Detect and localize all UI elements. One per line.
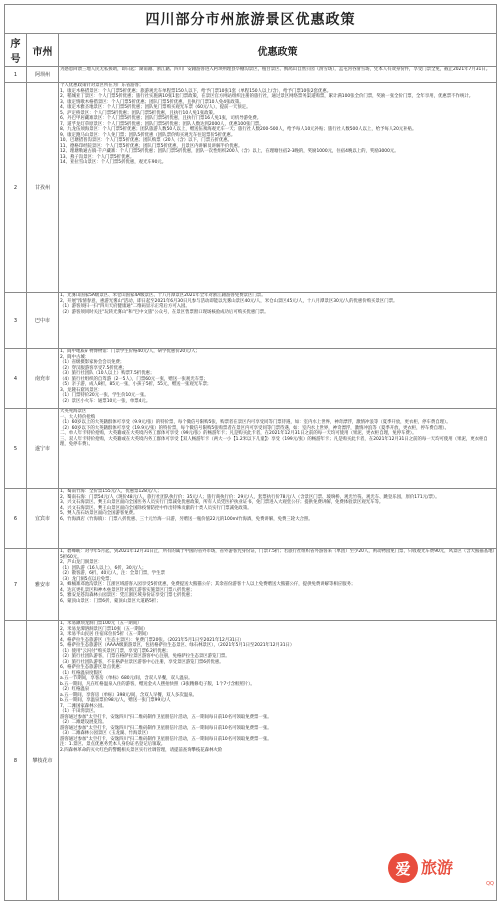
policy-line: 6、竹海酒店（竹海镇）：门票八折优惠、三十元竹海一日游，另赠送一瓶价值22元的100ml竹海酒，免费讲解，免费三轮大合照。 <box>60 516 313 522</box>
policy-line: （2）二滩建设展览馆。 <box>60 720 107 725</box>
policy-line: （1）使用"云闪付"购买景区门票，享受门票6.2折优惠； <box>60 648 171 654</box>
policy-line: b.五一期间，享温泉票价98元/人，赠送一张门票99元/人 <box>60 698 171 703</box>
policy-line: （1）60岁以上的大英籍群体可享受（9.9元/张）的特价票，每个微信号限购5张，购票者在景区内可享受同等门票待遇，如：室内水上世界，神奇漂浮，激情冲浪等（夏季开放，更衣柜，停车费自理）。 <box>60 420 451 425</box>
policy-line: 4、格萨拉生态旅游区（生态主景区）：免费门票20张。（2021年5月1日至2021年12月31日） <box>60 637 244 643</box>
policy-line: 5、雅安龙苍沟森林公园景区：凭江浙区域身份证享受门票七折优惠； <box>60 593 195 598</box>
policy-line: （5）亲子游，成人8折，85元一张，小孩子5折，55元，赠送一张观光车票； <box>60 382 212 387</box>
policy-line: 2、阆中古城： <box>60 354 90 360</box>
row-city: 巴中市 <box>27 293 59 349</box>
policy-line: 2、开展"浓情春意，惠游光雾山"活动，即日起至2021年6月30日凡参与活动即能以光雾山景区40元/人，米仓山景区45元/人，十八月潭景区30元/人的优惠价购买景区门票。 <box>60 298 398 304</box>
policy-line: （2）游客须同时关注"玩转光雾山"和"巴中文旅"公众号，在景区售票窗口现场核验成功后可购买优惠门票。 <box>60 309 269 315</box>
policy-line: （2）穿汉服游客享受7.5折优惠； <box>60 365 127 371</box>
row-number: 5 <box>5 409 27 489</box>
policy-line: 7、二滩国家森林公园。 <box>60 703 107 709</box>
policy-line: 6、丹巴甲居藏寨景区：个人门票5折优惠；团队门票5折优惠，且执行门票16人免1张，司机导游免费。 <box>60 116 262 121</box>
policy-line: 为感恩回馈三地人民无私援助，即日起：湖南籍、浙江籍、四川广安籍游客进入阿坝州理县毕棚沟景区，植甘景区、鹧鸪山自然公园（滑雪场），孟屯河谷滑雪场，凭本人有效身份件，享受门票全免，截止2021年7月31日。 <box>60 67 491 72</box>
policy-line: 4、康定木雅圣地景区：个人门票5折优惠；团队免门票购买观光车票（60元/人），提前一天预定。 <box>60 105 251 110</box>
row-city: 宜宾市 <box>27 489 59 549</box>
policy-line: 2、蜀南石海：门票54元/人（现价48元/人，旅行社团队执行价：35元/人；旅行商执行价：29元/人，套票执行价78元/人（含景区门票、玻璃桥、观光竹筏、观光车、跳登乐园，原价171元/票）。 <box>60 494 440 500</box>
table-header <box>5 34 497 67</box>
policy-line: 5、僰人苗石坊景区面向全国游客免费。 <box>60 511 138 516</box>
policy-line: 一、大人特价抢购 <box>60 414 96 420</box>
row-policy <box>59 549 497 621</box>
policy-line: 个人优惠政策针对景区所在为广东省游客； <box>60 83 144 88</box>
policy-line: 1、阆中地质矿物博物馆：门票学生价格40元/人，研学优惠价20元/人； <box>60 349 200 354</box>
policy-line: （2）旅行社团队游客，门票在格萨拉景区游客中心注册，免格萨拉生态景区游览门票。 <box>60 654 230 659</box>
policy-line: （1）省级摄影家协会会员免费； <box>60 360 125 365</box>
row-policy <box>59 83 497 293</box>
policy-line: 游客通过参加"太空打卡，安逸四川"扫二维码制作卫星朋信片活动，五一期间每日前10名可领取免费票一张。 <box>60 725 272 731</box>
policy-line: （4）旅行社组织的自驾游（2一5人），门票60元一张，赠送一张观光车票； <box>60 376 208 382</box>
header-city: 市州 <box>27 34 59 67</box>
policy-line: （3）二滩森林公园景区（玉龙湖、竹海景区） <box>60 731 151 736</box>
watermark-text: 旅游 <box>421 858 454 877</box>
policy-line: （1）游客须扫一扫"四川天府健康通"二维码显示正常后方可入园。 <box>60 304 190 309</box>
policy-line: 1、康定木格措景区：个人门票5折优惠；旅游观光车单程票150人以下，给予门票10张1套（单程150人以上/含），给予门票10张2套优惠。 <box>60 88 332 94</box>
policy-line: 3、兴文石海景区、僰王山景区面向全国医务人员实行门票减免优惠政策，所有人员凭医护执业证书，免门票进入大观堂公仔；提供免费讲解，免费体验景区观光车等。 <box>60 500 384 505</box>
policy-line: 1、光雾山国家5A级景区、米仓山国家4A级景区、十八月潭景区2021年全年对浙江籍游客免费景区门票。 <box>60 293 266 298</box>
policy-line: 大英死海景区 <box>60 409 87 414</box>
policy-line: （2）60岁以下的大英籍群体可享受（19.9元/张）的特价票，每个微信号限购5张购票者在景区内可享受同等门票待遇，如：室内水上世界，神奇漂浮，激情冲浪等（夏季开放，更衣柜，停车费自理）。 <box>60 425 450 431</box>
policy-line: 3、蜂桶寨邓池沟景区：江浙区域游客入园享受5折优惠，免费提送大熊猫公仔；其余省份游客十人以上免费赠送大熊猫公仔，提供免费讲解等相应服务； <box>60 582 356 587</box>
document-page <box>0 4 500 889</box>
policy-line: 7、道孚龙灯草原景区：个人门票5折优惠；团队门票5折优惠；团队人数达到2000人，优惠100张门票。 <box>60 121 264 127</box>
policy-line: 4、兴文石海景区、僰王山景区面向全国除疫情防控中作出特殊贡献的十类人员实行门票减免政策。 <box>60 505 252 511</box>
policy-line: （3）龙门洞5点以后免票； <box>60 576 114 582</box>
policy-line: 5、泸定桥景区：个人门票5折优惠；团队门票5折优惠，且执行10人免1张政策。 <box>60 110 218 116</box>
row-city: 南充市 <box>27 349 59 409</box>
policy-line: （1）门票特价20元一张，学生价10元一张。 <box>60 393 149 398</box>
policy-line: a.五一期间，享客房（单标）398元/间，含双人早餐，双人多次温泉。 <box>60 692 197 698</box>
policy-line: 2、稻城亚丁景区：个人门票5折优惠；旅行社实施满10张1套门票政策，在景区官方网站组织注册的旅行社，通过景区网络票务渠道购票，累计满100张全价门票，奖励一张全价门票，全年享用，优惠票不作统计。 <box>60 94 474 99</box>
policy-line: 10、巴塘措普沟景区：个人门票5折优惠；团队购票（20人（含）以下，门票五折优惠。 <box>60 138 233 143</box>
policy-line: 11、德格印经院景区：个人门票5折优惠；团队门票5折优惠，且景区内讲解员讲解半价优惠。 <box>60 143 243 149</box>
page-title: 四川部分市州旅游景区优惠政策 <box>5 5 497 34</box>
policy-table <box>4 4 497 901</box>
policy-line: （2）红格温泉 <box>60 687 90 692</box>
policy-line: 6、格萨拉生态旅游区景点优惠： <box>60 665 125 670</box>
policy-line: 6、蒙顶山景区：门票6折，蒙顶山景区大道路5折； <box>60 598 161 604</box>
policy-line: 2、芦山龙门洞景区： <box>60 560 103 565</box>
policy-line: （2）散客游，6折，40元/人，注：全景门票，学生票 <box>60 571 165 576</box>
policy-line: （3）旅行社团队（10人以上）购票7.5折优惠； <box>60 371 155 376</box>
row-number: 6 <box>5 489 27 549</box>
policy-line: 13、燕子沟景区：个人门票5折优惠。 <box>60 154 135 160</box>
table-row <box>5 409 497 489</box>
table-row <box>5 549 497 621</box>
policy-line: 三、双人年卡特价抢购，大英籍或在大英境内务工群体可享受【双人畅游年卡（两大一小【1.2米以下儿童】）享受（199元/张）的畅游年卡；凡是购买此卡者，在2021年12月31日之前的每一天均可使用（果泥，更衣柜自理，免停车费）。 <box>60 436 488 447</box>
policy-line: 5、格萨拉生态旅游区（AAAA级旅游景区，包括格萨拉生态景区、绿石林景区），（2021年5月1日至2021年12月31日） <box>60 643 295 648</box>
row-number: 3 <box>5 293 27 349</box>
row-city: 雅安市 <box>27 549 59 621</box>
policy-line: 3、龙隆石窟风景区： <box>60 387 103 393</box>
watermark-logo <box>388 851 496 885</box>
policy-line: 3、康定情歌木格措景区：个人门票5折优惠；团队门票5折优惠，且执行门票10人免4张政策。 <box>60 99 244 105</box>
policy-line: 2、米易龙潭溶洞景区门票10张（五一期间） <box>60 626 148 632</box>
row-city: 甘孜州 <box>27 83 59 293</box>
table-row <box>5 489 497 549</box>
policy-line: 注：1.景区、景点优惠务凭本人身份证名登记后领取。 <box>60 742 166 747</box>
row-policy <box>59 293 497 349</box>
header-no: 序号 <box>5 34 27 67</box>
row-city: 阿坝州 <box>27 67 59 83</box>
row-number: 1 <box>5 67 27 83</box>
policy-line: 1、蜀南竹海：全价票155元/人，优惠票128元/人； <box>60 489 162 494</box>
row-number: 8 <box>5 621 27 901</box>
row-city: 攀枝花市 <box>27 621 59 901</box>
policy-line: 14、亚拉雪山景区：个人门票5折优惠，观光车90元。 <box>60 160 167 165</box>
row-policy <box>59 67 497 83</box>
policy-line: 二、单人年卡特价抢购，大英籍或在大英境内务工群体可享受（99元/张）的畅游年卡；凡是购买此卡者，在2021年12月31日之前的每一天均可使用（果泥，更衣柜自理，免停车费）。 <box>60 431 417 436</box>
policy-line: 4、达瓦更扎景区和神木垒景区针对浙江游客实施景区门票八折优惠； <box>60 587 195 593</box>
policy-line: 9、康定跑马山景区：个人免门票；团队5折优惠（团队票价购买观光车往返票价5折优惠。 <box>60 132 236 138</box>
row-policy <box>59 349 497 409</box>
row-number: 7 <box>5 549 27 621</box>
header-policy: 优惠政策 <box>59 34 497 67</box>
policy-line: （1）团队游（16人以上），6折，30元/人； <box>60 565 147 571</box>
policy-line: 3、米易半山民居 住宿床位价5折（五一期间） <box>60 632 151 637</box>
policy-line: b.五一期间，凡在红格温泉入住的游客，赠送金夫人摆拍快照（3张精修电子版，1个7寸含框照片）。 <box>60 681 255 687</box>
policy-line: （3）旅行社团队游客，不在格萨拉景区游客中心注册，享受景区游览门票6折优惠。 <box>60 659 224 665</box>
table-row <box>5 349 497 409</box>
policy-line: （1）千田湾景区。 <box>60 709 98 714</box>
policy-line: 8、九龙伍须海景区：个人门票5折优惠；团队旅游人数50人以上，赠送伍须海观光车一天；旅行社人数200-500人，给予每人10元补贴；旅行社人数500人以上，给予每人20元补贴。 <box>60 127 417 132</box>
policy-line: 2.四森林革命的灭火红色的警醒相关景区实行社调管理，请提前查询攀枝花森林火险 <box>60 747 223 753</box>
watermark-sub: QQ <box>486 881 494 887</box>
table-row <box>5 293 497 349</box>
watermark-badge: 爱 <box>388 853 418 883</box>
row-policy <box>59 409 497 489</box>
policy-line: a.五一节期间，享客房（单标）680元/间，含双人早餐，双人温泉。 <box>60 676 193 681</box>
policy-line: 游客通过参加"太空打卡，安逸四川"扫二维码制作卫星朋信片活动，五一期间每日前10名可领取免费票一张。 <box>60 714 272 720</box>
table-row <box>5 67 497 83</box>
policy-line: 12、理塘勒通古镇·千户藏寨：个人门票5折优惠；团队门票5折优惠，团队一次性组织200人（含）以上，在理塘住宿2-3晚的，奖励1000元，住宿4晚以上的，奖励3000元。 <box>60 149 399 154</box>
row-number: 4 <box>5 349 27 409</box>
policy-line: 游客通过参加"太空打卡，安逸四川"扫二维码制作卫星朋信片活动，五一期间每日前10名可领取免费票一张。 <box>60 736 272 742</box>
policy-line: （1）红格温泉度假区 <box>60 670 103 676</box>
row-policy <box>59 489 497 549</box>
policy-line: 1、碧峰峡：对今年5月起，到2021年12月31日止，所有的属于中国的省外市场，省外游客凭身份证，门票7.5折；若旅行社组织省外游客来（单团）至少20人，则动物园免门票，只收观光车费90元，风景区（含大熊猫基地）5折60元。 <box>60 549 495 560</box>
policy-line: （2）景区小火车：通票10元一张，单票4元。 <box>60 398 151 404</box>
row-city: 遂宁市 <box>27 409 59 489</box>
table-row <box>5 83 497 293</box>
policy-line: 1、米易颛顼龙洞门票100元（五一期间） <box>60 621 142 626</box>
row-number: 2 <box>5 83 27 293</box>
